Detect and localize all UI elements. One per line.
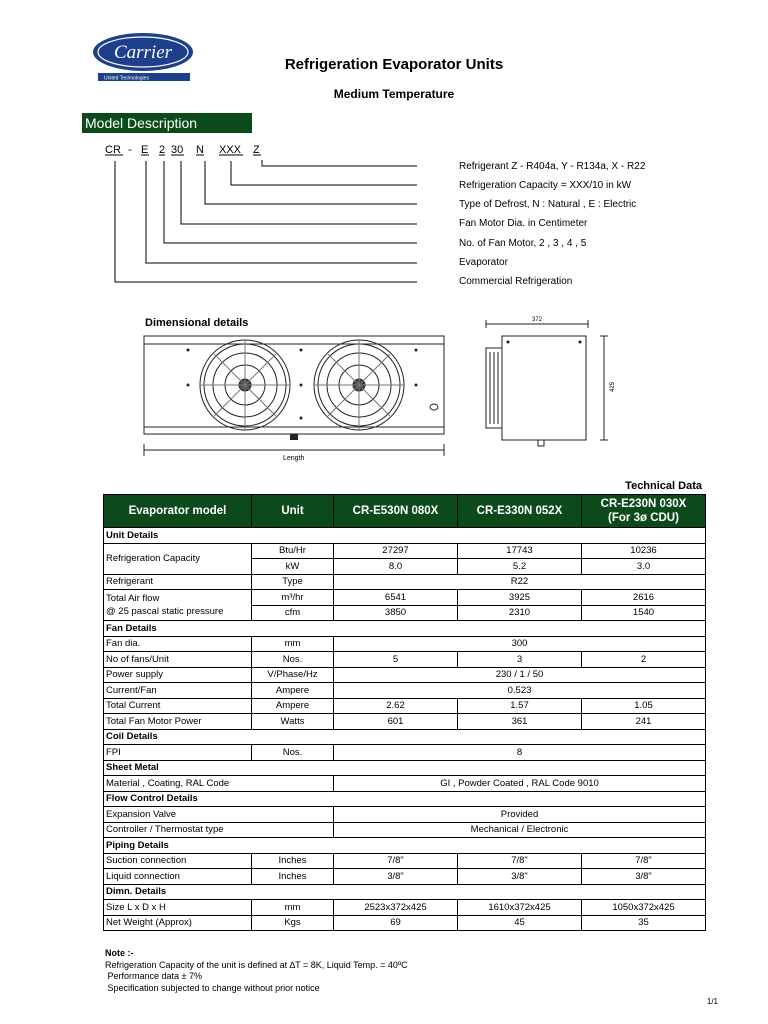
brand-name: Carrier <box>113 42 173 63</box>
header-e230-note: (For 3ø CDU) <box>608 512 679 524</box>
code-part-defrost: N <box>196 144 204 156</box>
header-e530: CR-E530N 080X <box>334 495 458 528</box>
code-part-cr: CR <box>105 144 121 156</box>
depth-dimension: 372 <box>532 317 543 323</box>
section-fan-details: Fan Details <box>104 621 706 637</box>
code-part-e: E <box>141 144 149 156</box>
legend-capacity: Refrigeration Capacity = XXX/10 in kW <box>459 180 632 191</box>
section-unit-details: Unit Details <box>104 528 706 544</box>
table-row: Material , Coating, RAL Code GI , Powder Coated , RAL Code 9010 <box>104 776 706 792</box>
page-number: 1/1 <box>706 997 718 1006</box>
table-row: Size L x D x H mm 2523x372x425 1610x372x425 1050x372x425 <box>104 900 706 916</box>
note-line-performance: Performance data ± 7% <box>105 971 202 981</box>
header-e230-model: CR-E230N 030X <box>600 498 687 510</box>
table-header-row <box>104 495 706 528</box>
table-row: FPI Nos. 8 <box>104 745 706 761</box>
legend-fan-count: No. of Fan Motor, 2 , 3 , 4 , 5 <box>459 238 587 249</box>
table-row: Total Current Ampere 2.62 1.57 1.05 <box>104 698 706 714</box>
model-description-heading: Model Description <box>82 113 252 133</box>
legend-fan-dia: Fan Motor Dia. in Centimeter <box>459 218 588 229</box>
dimensional-details-label: Dimensional details <box>145 317 249 329</box>
section-flow-control: Flow Control Details <box>104 791 706 807</box>
legend-commercial: Commercial Refrigeration <box>459 276 573 287</box>
table-row: Suction connection Inches 7/8" 7/8" 7/8" <box>104 853 706 869</box>
table-row: kW 8.0 5.2 3.0 <box>104 559 706 575</box>
code-part-refrigerant: Z <box>253 144 260 156</box>
table-row: Net Weight (Approx) Kgs 69 45 35 <box>104 915 706 931</box>
front-view-drawing <box>138 330 452 462</box>
notes <box>105 948 408 994</box>
model-code-diagram <box>95 140 445 290</box>
section-dimn-details: Dimn. Details <box>104 884 706 900</box>
table-row: Controller / Thermostat type Mechanical / Electronic <box>104 822 706 838</box>
note-line-specification: Specification subjected to change without prior notice <box>105 982 320 993</box>
code-part-capacity: XXX <box>219 144 242 156</box>
technical-data-label: Technical Data <box>625 480 702 492</box>
table-row: cfm 3850 2310 1540 <box>104 605 706 621</box>
section-piping-details: Piping Details <box>104 838 706 854</box>
table-row: No of fans/Unit Nos. 5 3 2 <box>104 652 706 668</box>
length-label: Length <box>283 455 305 462</box>
note-line-capacity: Refrigeration Capacity of the unit is defined at ∆T = 8K, Liquid Temp. = 40ºC <box>105 959 408 970</box>
header-unit: Unit <box>252 495 334 528</box>
table-row: Total Air flow @ 25 pascal static pressure m³/hr 6541 3925 2616 <box>104 590 706 606</box>
spec-table <box>103 494 706 931</box>
header-e230 <box>582 495 706 528</box>
page-subtitle: Medium Temperature <box>333 87 455 101</box>
legend-evaporator: Evaporator <box>459 257 508 268</box>
brand-tagline: United Technologies <box>104 75 149 82</box>
table-row: Liquid connection Inches 3/8" 3/8" 3/8" <box>104 869 706 885</box>
section-coil-details: Coil Details <box>104 729 706 745</box>
code-part-dash: - <box>128 144 132 156</box>
page-title: Refrigeration Evaporator Units <box>284 56 504 73</box>
table-row: Refrigerant Type R22 <box>104 574 706 590</box>
table-row: Power supply V/Phase/Hz 230 / 1 / 50 <box>104 667 706 683</box>
table-row: Fan dia. mm 300 <box>104 636 706 652</box>
header-model: Evaporator model <box>104 495 252 528</box>
table-row: Total Fan Motor Power Watts 601 361 241 <box>104 714 706 730</box>
table-row: Expansion Valve Provided <box>104 807 706 823</box>
table-row: Current/Fan Ampere 0.523 <box>104 683 706 699</box>
header-e330: CR-E330N 052X <box>458 495 582 528</box>
table-row: Refrigeration Capacity Btu/Hr 27297 17743 10236 <box>104 543 706 559</box>
note-title: Note :- <box>105 948 134 958</box>
section-sheet-metal: Sheet Metal <box>104 760 706 776</box>
legend-refrigerant: Refrigerant Z - R404a, Y - R134a, X - R22 <box>459 161 646 172</box>
height-dimension: 425 <box>610 381 616 392</box>
legend-defrost: Type of Defrost, N : Natural , E : Electric <box>459 199 637 210</box>
code-part-dia: 30 <box>171 144 184 156</box>
side-view-drawing <box>478 312 628 450</box>
code-part-fans: 2 <box>159 144 166 156</box>
